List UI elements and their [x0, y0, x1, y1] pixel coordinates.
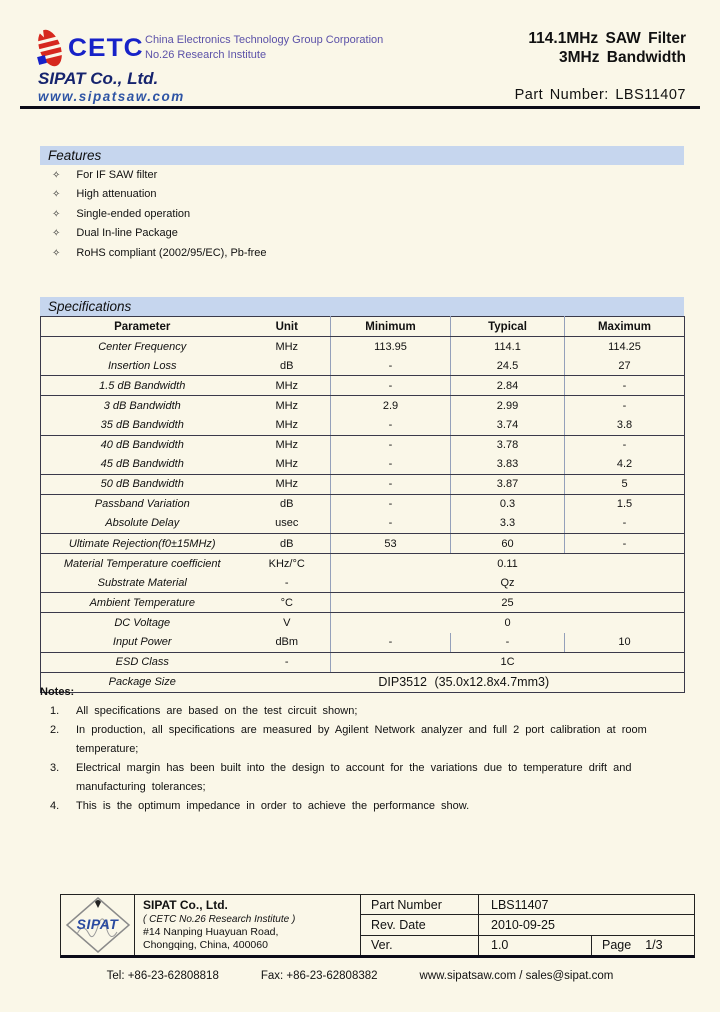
- typ-cell: 114.1: [451, 337, 565, 357]
- footer-row-part-number: [361, 895, 694, 915]
- col-header-unit: Unit: [244, 317, 331, 337]
- note-text: This is the optimum impedance in order to achieve the performance show.: [76, 800, 470, 812]
- diamond-bullet-icon: ✧: [52, 170, 61, 181]
- corporation-name: China Electronics Technology Group Corporation: [145, 34, 384, 46]
- feature-item: [40, 185, 680, 204]
- note-item: [40, 721, 680, 759]
- part-number-value: LBS11407: [491, 897, 549, 912]
- corporation-lines: [145, 33, 383, 63]
- max-cell: 114.25: [565, 337, 685, 357]
- feature-text: RoHS compliant (2002/95/EC), Pb-free: [76, 246, 267, 259]
- feature-item: [40, 244, 680, 263]
- note-number: 4.: [50, 800, 60, 812]
- param-cell: 50 dB Bandwidth: [41, 474, 244, 494]
- rev-date-label: Rev. Date: [361, 915, 479, 934]
- param-cell: Absolute Delay: [41, 514, 244, 534]
- param-cell: 45 dB Bandwidth: [41, 455, 244, 475]
- min-cell: -: [331, 356, 451, 376]
- min-cell: 2.9: [331, 396, 451, 416]
- footer-row-version: [361, 936, 694, 955]
- sipat-logo-wordmark: SIPAT: [76, 916, 119, 932]
- sipat-company-name: SIPAT Co., Ltd.: [38, 69, 159, 88]
- note-item: [40, 702, 680, 721]
- product-title-line2: 3MHz Bandwidth: [559, 49, 686, 66]
- param-cell: Insertion Loss: [41, 356, 244, 376]
- unit-cell: MHz: [244, 376, 331, 396]
- feature-text: Single-ended operation: [76, 207, 191, 220]
- typ-cell: 0.3: [451, 494, 565, 514]
- min-cell: -: [331, 435, 451, 455]
- param-cell: Input Power: [41, 633, 244, 653]
- typ-cell: 2.99: [451, 396, 565, 416]
- max-cell: 1.5: [565, 494, 685, 514]
- max-cell: 5: [565, 474, 685, 494]
- unit-cell: °C: [244, 593, 331, 613]
- features-title: Features: [48, 148, 102, 163]
- note-number: 3.: [50, 762, 60, 774]
- cetc-swoosh-icon: [36, 26, 64, 70]
- feature-item: [40, 166, 680, 185]
- min-cell: -: [331, 415, 451, 435]
- merged-value-cell: 0.11: [331, 554, 685, 574]
- feature-text: For IF SAW filter: [76, 169, 158, 181]
- version-label: Ver.: [361, 936, 479, 955]
- tel-number: Tel: +86-23-62808818: [106, 970, 219, 982]
- features-list: [40, 166, 680, 263]
- specifications-table: [40, 316, 685, 693]
- spec-row: [41, 573, 685, 593]
- spec-row: [41, 415, 685, 435]
- spec-row: [41, 376, 685, 396]
- unit-cell: dB: [244, 534, 331, 554]
- typ-cell: 3.83: [451, 455, 565, 475]
- page-value: 1/3: [645, 938, 663, 953]
- sipat-logo: [61, 895, 135, 955]
- page-label: Page: [602, 938, 632, 953]
- min-cell: -: [331, 633, 451, 653]
- page-indicator: [591, 936, 694, 955]
- spec-row: [41, 396, 685, 416]
- version-value: 1.0: [491, 938, 509, 953]
- max-cell: -: [565, 534, 685, 554]
- param-cell: 3 dB Bandwidth: [103, 399, 181, 412]
- spec-row: [41, 455, 685, 475]
- param-cell: Package Size: [108, 676, 176, 689]
- spec-row: [41, 613, 685, 633]
- spec-row: [41, 554, 685, 574]
- feature-text: Dual In-line Package: [76, 227, 178, 240]
- unit-cell: MHz: [244, 415, 331, 435]
- unit-cell: KHz/°C: [268, 557, 305, 570]
- param-cell: Material Temperature coefficient: [63, 557, 221, 570]
- min-cell: -: [331, 514, 451, 534]
- merged-value-cell: 1C: [331, 652, 685, 672]
- footer-contact-line: [0, 970, 720, 982]
- unit-cell: dBm: [244, 633, 331, 653]
- cetc-wordmark: CETC: [68, 33, 144, 62]
- param-cell: 40 dB Bandwidth: [100, 439, 184, 452]
- spec-row: [41, 435, 685, 455]
- typ-cell: 2.84: [451, 376, 565, 396]
- spec-row: [41, 652, 685, 672]
- col-header-minimum: Minimum: [331, 317, 451, 337]
- param-cell: Ambient Temperature: [41, 593, 244, 613]
- footer-info-table: [361, 895, 694, 955]
- param-cell: DC Voltage: [114, 616, 171, 629]
- param-cell: 1.5 dB Bandwidth: [41, 376, 244, 396]
- min-cell: -: [331, 376, 451, 396]
- unit-cell: V: [283, 616, 291, 629]
- spec-row: [41, 534, 685, 554]
- min-cell: -: [331, 494, 451, 514]
- footer-title-block: [60, 894, 695, 958]
- web-email-links[interactable]: www.sipatsaw.com / sales@sipat.com: [419, 970, 614, 982]
- feature-item: [40, 205, 680, 224]
- min-cell: -: [331, 455, 451, 475]
- spec-row: [41, 494, 685, 514]
- param-cell: Substrate Material: [41, 573, 244, 593]
- param-cell: 35 dB Bandwidth: [41, 415, 244, 435]
- max-cell: 10: [565, 633, 685, 653]
- min-cell: -: [331, 474, 451, 494]
- unit-cell: usec: [244, 514, 331, 534]
- param-cell: Ultimate Rejection(f0±15MHz): [41, 534, 244, 554]
- col-header-typical: Typical: [451, 317, 565, 337]
- spec-row: [41, 593, 685, 613]
- typ-cell: -: [451, 633, 565, 653]
- unit-cell: -: [244, 573, 331, 593]
- footer-address: [135, 895, 361, 955]
- max-cell: -: [565, 514, 685, 534]
- typ-cell: 3.74: [451, 415, 565, 435]
- diamond-bullet-icon: ✧: [52, 228, 61, 240]
- min-cell: 53: [331, 534, 451, 554]
- spec-header-row: [41, 317, 685, 337]
- merged-value-cell: 0: [331, 613, 685, 633]
- note-number: 1.: [50, 705, 60, 717]
- note-text: In production, all specifications are measured by Agilent Network analyzer and full 2 port calibration at room temperature;: [76, 724, 647, 755]
- footer-city: Chongqing, China, 400060: [143, 939, 268, 951]
- unit-cell: dB: [244, 356, 331, 376]
- note-item: [40, 797, 680, 816]
- param-cell: Passband Variation: [94, 498, 190, 511]
- max-cell: 4.2: [565, 455, 685, 475]
- header-divider: [20, 106, 700, 109]
- rev-date-value: 2010-09-25: [491, 917, 555, 932]
- unit-cell: MHz: [275, 399, 299, 412]
- fax-number: Fax: +86-23-62808382: [260, 970, 378, 982]
- unit-cell: MHz: [244, 474, 331, 494]
- spec-row: [41, 672, 685, 692]
- cetc-logo: [36, 26, 144, 70]
- min-cell: 113.95: [331, 337, 451, 357]
- unit-cell: MHz: [275, 439, 299, 452]
- param-cell: ESD Class: [41, 652, 244, 672]
- typ-cell: 24.5: [451, 356, 565, 376]
- spec-row: [41, 633, 685, 653]
- institute-name: No.26 Research Institute: [145, 49, 267, 61]
- feature-item: [40, 224, 680, 243]
- specifications-title: Specifications: [48, 299, 132, 314]
- merged-value-cell: Qz: [331, 573, 685, 593]
- note-number: 2.: [50, 724, 60, 736]
- typ-cell: 3.87: [451, 474, 565, 494]
- spec-row: [41, 474, 685, 494]
- diamond-bullet-icon: ✧: [52, 189, 61, 201]
- note-text: Electrical margin has been built into the design to account for the variations due to temperature drift and manufacturing tolerances;: [76, 762, 632, 793]
- spec-row: [41, 337, 685, 357]
- param-cell: Center Frequency: [98, 340, 187, 353]
- part-number-label: Part Number: [361, 895, 479, 914]
- max-cell: -: [565, 435, 685, 455]
- unit-cell: MHz: [244, 455, 331, 475]
- note-text: All specifications are based on the test circuit shown;: [76, 705, 358, 717]
- footer-institute: ( CETC No.26 Research Institute ): [143, 914, 296, 925]
- feature-text: High attenuation: [76, 188, 157, 201]
- spec-row: [41, 356, 685, 376]
- unit-cell: dB: [280, 498, 294, 511]
- notes-heading: Notes:: [40, 686, 75, 698]
- max-cell: -: [565, 396, 685, 416]
- features-section-heading: [40, 146, 684, 165]
- footer-street: #14 Nanping Huayuan Road,: [143, 926, 279, 938]
- merged-value-cell: 25: [331, 593, 685, 613]
- diamond-bullet-icon: ✧: [52, 247, 61, 259]
- unit-cell: -: [244, 652, 331, 672]
- max-cell: -: [565, 376, 685, 396]
- max-cell: 27: [565, 356, 685, 376]
- typ-cell: 3.78: [451, 435, 565, 455]
- typ-cell: 60: [451, 534, 565, 554]
- note-item: [40, 759, 680, 797]
- product-title-line1: 114.1MHz SAW Filter: [528, 30, 686, 47]
- part-number-heading: Part Number: LBS11407: [514, 87, 686, 103]
- footer-row-rev-date: [361, 915, 694, 935]
- col-header-maximum: Maximum: [565, 317, 685, 337]
- col-header-parameter: Parameter: [41, 317, 244, 337]
- notes-list: [40, 702, 680, 816]
- spec-row: [41, 514, 685, 534]
- package-size-cell: DIP3512 (35.0x12.8x4.7mm3): [378, 675, 550, 690]
- specifications-section-heading: [40, 297, 684, 316]
- unit-cell: MHz: [275, 340, 299, 353]
- website-link[interactable]: www.sipatsaw.com: [38, 89, 185, 104]
- max-cell: 3.8: [565, 415, 685, 435]
- typ-cell: 3.3: [451, 514, 565, 534]
- diamond-bullet-icon: ✧: [52, 208, 61, 220]
- footer-company-name: SIPAT Co., Ltd.: [143, 898, 228, 912]
